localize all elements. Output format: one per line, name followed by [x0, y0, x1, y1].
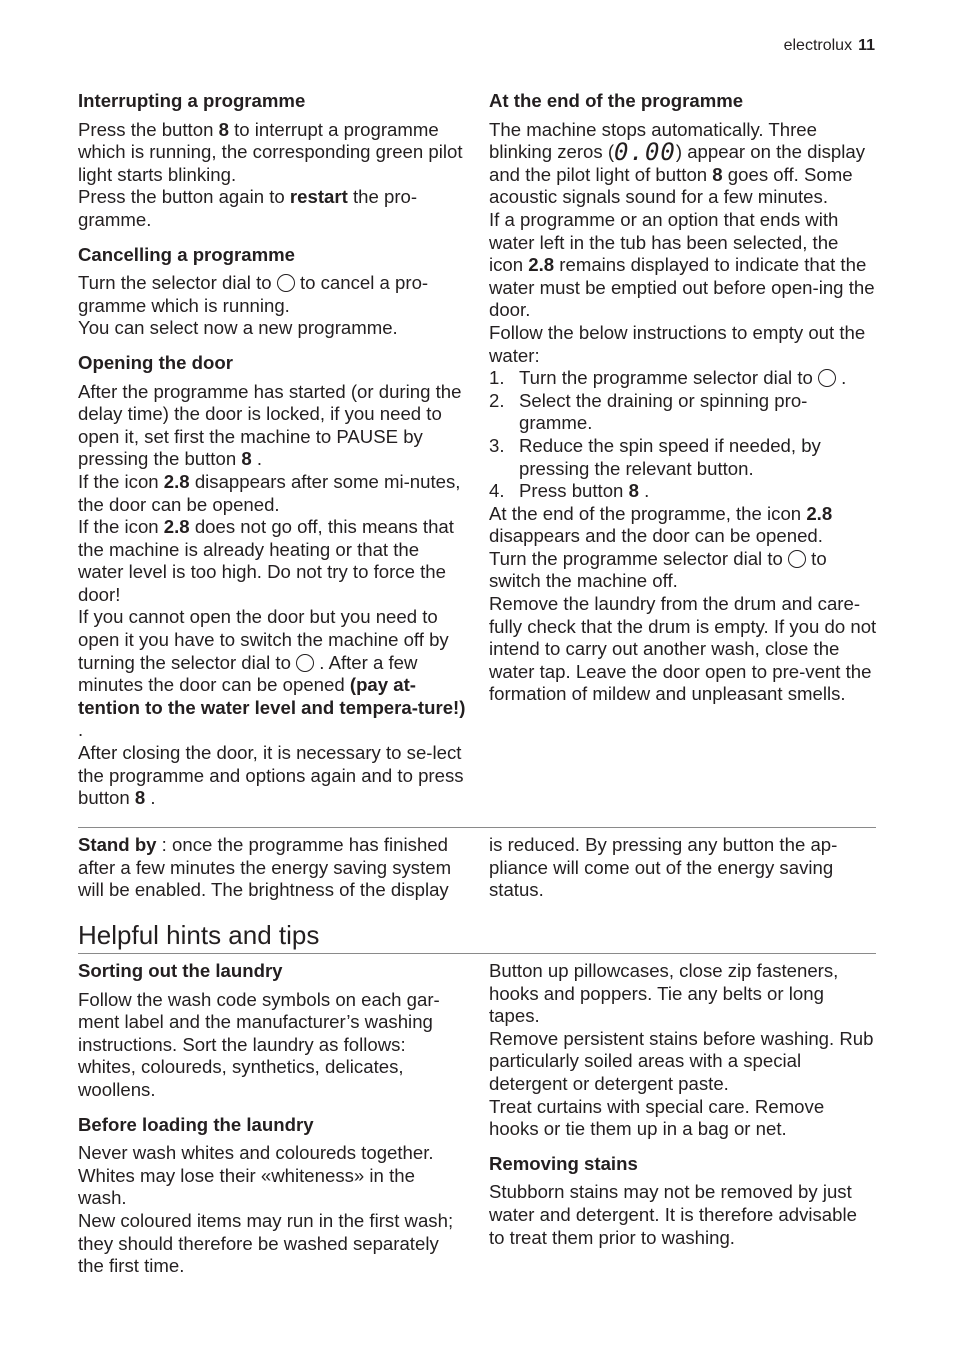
- bold-text: (pay at-tention to the water level and tempera-ture!): [78, 674, 466, 718]
- display-zeros: 0.00: [614, 138, 676, 167]
- off-position-icon: [277, 274, 295, 292]
- list-item: [489, 390, 877, 435]
- text-run: Press the button again to: [78, 186, 290, 208]
- heading-interrupting: Interrupting a programme: [78, 90, 306, 111]
- button-ref: 8: [218, 118, 229, 140]
- off-position-icon: [818, 369, 836, 387]
- text-run: Turn the programme selector dial to: [489, 547, 789, 569]
- sorting-text: Follow the wash code symbols on each gar-ment label and the manufacturer’s washing instructions. Sort the laundry as follows: whites, coloureds, synthetics, delicates, woollens.: [78, 988, 440, 1100]
- cancelling-text-2: You can select now a new programme.: [78, 317, 398, 339]
- section-title: Helpful hints and tips: [78, 920, 320, 950]
- text-run: to cancel a pro-gramme which is running.: [78, 272, 429, 316]
- text-run: Turn the programme selector dial to: [519, 367, 819, 389]
- text-run: ) appear on the display and the pilot light of button: [489, 141, 866, 185]
- text-run: If the icon: [78, 470, 164, 492]
- hints-right-text-1: Button up pillowcases, close zip fasteners, hooks and poppers. Tie any belts or long tapes.: [489, 960, 839, 1027]
- hints-left-column: [78, 960, 466, 1278]
- heading-before-loading: Before loading the laundry: [78, 1113, 314, 1135]
- stains-text: Stubborn stains may not be removed by just water and detergent. It is therefore advisable to treat them prior to washing.: [489, 1181, 857, 1248]
- text-run: : once the programme has finished after a few minutes the energy saving system will be enabled. The brightness of the display: [78, 834, 452, 901]
- standby-text-left: [78, 834, 466, 902]
- button-ref: 8: [712, 163, 723, 185]
- opening-text-5: [78, 742, 466, 810]
- text-run: remains displayed to indicate that the water must be emptied out before open-ing the door.: [489, 254, 875, 321]
- text-run: goes off. Some acoustic signals sound for a few minutes.: [489, 163, 853, 208]
- text-run: After the programme has started (or during the delay time) the door is locked, if you need to open it, set first the machine to PAUSE by pressing the button: [78, 380, 462, 470]
- list-number: 1.: [489, 367, 505, 389]
- heading-sorting: Sorting out the laundry: [78, 960, 283, 981]
- bold-text: restart: [289, 186, 348, 208]
- button-ref: 8: [628, 480, 639, 502]
- text-run: the pro-gramme.: [78, 186, 418, 230]
- text-run: Turn the selector dial to: [78, 272, 277, 294]
- text-run: After closing the door, it is necessary to se-lect the programme and options again and to press button: [78, 742, 464, 809]
- heading-removing-stains: Removing stains: [489, 1152, 638, 1174]
- text-run: . After a few minutes the door can be opened: [78, 651, 418, 696]
- before-text-1: Never wash whites and coloureds together. Whites may lose their «whiteness» in the wash.: [78, 1142, 434, 1209]
- page-header: [784, 37, 875, 55]
- divider-line: [78, 953, 876, 954]
- end-text-5: [489, 548, 877, 593]
- interrupting-text-2: [78, 186, 466, 231]
- drain-steps-list: [489, 367, 877, 503]
- icon-ref: 2.8: [806, 502, 833, 524]
- icon-ref: 2.8: [528, 254, 555, 276]
- off-position-icon: [296, 654, 314, 672]
- interrupting-text-1: [78, 119, 466, 187]
- end-text-4: [489, 503, 877, 548]
- opening-text-4: [78, 606, 466, 742]
- text-run: If the icon: [78, 516, 164, 538]
- list-number: 3.: [489, 434, 505, 456]
- text-run: .: [78, 719, 84, 741]
- standby-right: [489, 834, 877, 902]
- text-run: Press button: [519, 480, 629, 502]
- text-run: Select the draining or spinning pro-gramme.: [519, 389, 808, 434]
- end-text-3: Follow the below instructions to empty out the water:: [489, 321, 866, 366]
- opening-text-2: [78, 471, 466, 516]
- list-number: 2.: [489, 389, 505, 411]
- list-item: [489, 367, 877, 390]
- end-text-2: [489, 209, 877, 322]
- text-run: If a programme or an option that ends with water left in the tub has been selected, the icon: [489, 208, 839, 276]
- heading-end-of-programme: At the end of the programme: [489, 90, 744, 111]
- text-run: disappears and the door can be opened.: [489, 525, 823, 547]
- icon-ref: 2.8: [163, 470, 190, 492]
- standby-left: [78, 834, 466, 902]
- hints-right-text-3: Treat curtains with special care. Remove hooks or tie them up in a bag or net.: [489, 1095, 825, 1140]
- divider-line: [78, 827, 876, 828]
- hints-right-text-2: Remove persistent stains before washing. Rub particularly soiled areas with a special detergent or detergent paste.: [489, 1027, 874, 1094]
- bold-text: Stand by: [78, 834, 157, 855]
- text-run: to switch the machine off.: [489, 547, 827, 592]
- text-run: Reduce the spin speed if needed, by pressing the relevant button.: [519, 434, 821, 479]
- button-ref: 8: [241, 448, 252, 470]
- brand-name: electrolux: [783, 37, 853, 54]
- button-ref: 8: [134, 787, 146, 809]
- cancelling-text-1: [78, 272, 466, 317]
- heading-cancelling: Cancelling a programme: [78, 243, 295, 265]
- hints-right-column: [489, 960, 877, 1249]
- list-item: [489, 480, 877, 503]
- off-position-icon: [788, 550, 806, 568]
- opening-text-1: [78, 381, 466, 471]
- text-run: .: [251, 448, 263, 470]
- list-item: [489, 435, 877, 480]
- text-run: Press the button: [78, 118, 219, 140]
- opening-text-3: [78, 516, 466, 606]
- text-run: .: [145, 787, 156, 809]
- text-run: If you cannot open the door but you need to open it you have to switch the machine off by turning the selector dial to: [78, 606, 449, 673]
- text-run: .: [638, 480, 650, 502]
- heading-opening: Opening the door: [78, 351, 233, 373]
- text-run: .: [836, 367, 847, 389]
- standby-text-right: is reduced. By pressing any button the ap-pliance will come out of the energy saving status.: [489, 834, 838, 901]
- left-column-top: [78, 90, 466, 810]
- end-text-1: [489, 119, 877, 209]
- icon-ref: 2.8: [163, 516, 190, 538]
- list-number: 4.: [489, 480, 505, 502]
- text-run: At the end of the programme, the icon: [489, 502, 807, 524]
- page-number: 11: [858, 37, 875, 54]
- text-run: does not go off, this means that the machine is already heating or that the water level is too high. Do not try to force the door!: [78, 516, 454, 605]
- right-column-top: [489, 90, 877, 706]
- text-run: disappears after some mi-nutes, the door can be opened.: [78, 470, 461, 515]
- before-text-2: New coloured items may run in the first wash; they should therefore be washed separately the first time.: [78, 1209, 454, 1277]
- text-run: The machine stops automatically. Three blinking zeros (: [489, 118, 817, 163]
- end-text-6: Remove the laundry from the drum and care-fully check that the drum is empty. If you do not intend to carry out another wash, close the water tap. Leave the door open to pre-vent the formation of mildew and unpleasant smells.: [489, 593, 877, 705]
- text-run: to interrupt a programme which is running, the corresponding green pilot light starts blinking.: [78, 118, 463, 185]
